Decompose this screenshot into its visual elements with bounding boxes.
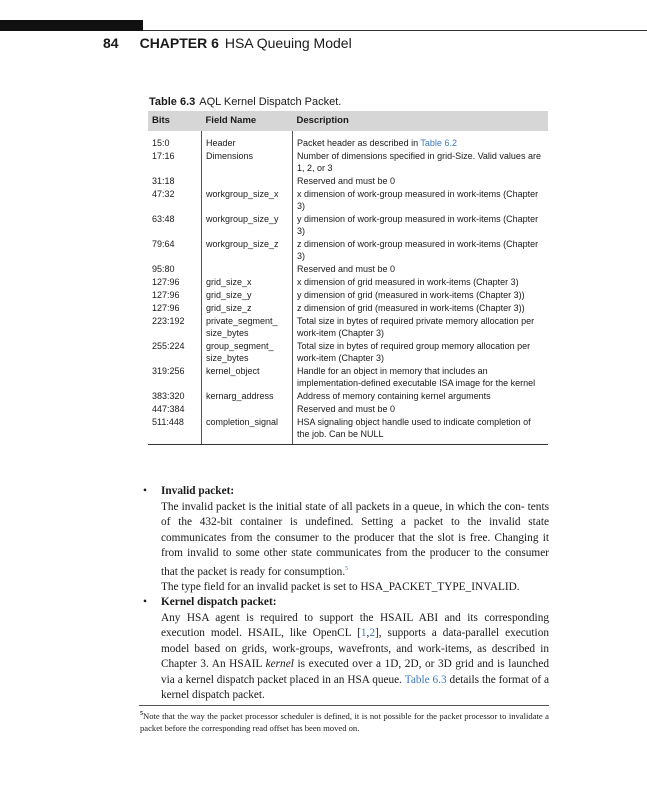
cell-bits: 127:96 (148, 289, 202, 302)
cell-field-name: workgroup_size_x (202, 188, 293, 213)
cell-bits: 31:18 (148, 175, 202, 188)
cell-field-name: Header (202, 131, 293, 150)
cell-field-name: Dimensions (202, 150, 293, 175)
header-black-bar (0, 20, 143, 31)
cell-bits: 47:32 (148, 188, 202, 213)
cell-bits: 63:48 (148, 213, 202, 238)
cell-bits: 319:256 (148, 365, 202, 390)
table-row (148, 238, 548, 263)
table-row (148, 340, 548, 365)
invalid-packet-heading: Invalid packet: (161, 485, 235, 497)
footnote (140, 708, 549, 734)
footnote-ref[interactable]: 5 (345, 565, 349, 572)
cell-description: Reserved and must be 0 (297, 264, 396, 274)
running-header (103, 35, 352, 51)
cell-bits: 255:224 (148, 340, 202, 365)
cell-bits: 127:96 (148, 276, 202, 289)
cell-field-name: grid_size_z (202, 302, 293, 315)
chapter-title: HSA Queuing Model (224, 35, 352, 51)
table-row (148, 188, 548, 213)
chapter-label: CHAPTER 6 (139, 35, 219, 51)
cell-description: z dimension of grid (measured in work-items (Chapter 3)) (297, 303, 525, 313)
table-row (148, 365, 548, 390)
cell-description: Number of dimensions specified in grid-Size. Valid values are 1, 2, or 3 (297, 151, 541, 173)
cell-description: HSA signaling object handle used to indicate completion of the job. Can be NULL (293, 416, 549, 445)
table-caption-text: AQL Kernel Dispatch Packet. (199, 96, 342, 108)
bullet: • (143, 485, 147, 497)
table-ref-link[interactable]: Table 6.3 (404, 673, 447, 686)
cell-description: x dimension of grid measured in work-items (Chapter 3) (297, 277, 519, 287)
kernel-dispatch-paragraph: Any HSA agent is required to support the HSAIL ABI and its corresponding execution model. HSAIL, like OpenCL [1,2], supports a data-parallel execution model based on grids, work-groups, wavefronts, and work-items, as described in Chapter 3. An HSAIL kernel is executed over a 1D, 2D, or 3D grid and is launched via a kernel dispatch packet placed in an HSA queue. Table 6.3 details the format of a kernel dispatch packet. (161, 611, 549, 702)
cell-bits: 223:192 (148, 315, 202, 340)
kernel-dispatch-heading: Kernel dispatch packet: (161, 596, 277, 609)
cell-description: x dimension of work-group measured in work-items (Chapter 3) (297, 189, 539, 211)
table-row (148, 416, 548, 445)
table-body (148, 131, 548, 445)
cell-description: Handle for an object in memory that includes an implementation-defined executable ISA image for the kernel (297, 366, 536, 388)
cell-description: Total size in bytes of required group memory allocation per work-item (Chapter 3) (297, 341, 531, 363)
cell-bits: 79:64 (148, 238, 202, 263)
table-header-row (148, 111, 548, 131)
aql-kernel-dispatch-table (148, 111, 548, 445)
column-header-description: Description (293, 111, 549, 131)
table-row (148, 315, 548, 340)
body-text (140, 484, 549, 704)
invalid-packet-paragraph: The invalid packet is the initial state of all packets in a queue, in which the con- tents of the 432-bit container is undefined. Setting a packet to the invalid state communicates from the consumer to the producer that the slot is free. Changing it from invalid to some other state communicates from the producer to the consumer that the packet is ready for consumption.$^5$ (161, 500, 549, 578)
table-row (148, 131, 548, 150)
table-caption-label: Table 6.3 (149, 96, 196, 108)
cell-field-name: kernarg_address (202, 390, 293, 403)
bullet: • (143, 596, 147, 609)
cell-bits: 17:16 (148, 150, 202, 175)
citation-link-2[interactable]: 2 (369, 627, 376, 640)
cell-field-name: grid_size_y (202, 289, 293, 302)
cell-bits: 15:0 (148, 131, 202, 150)
footnote-text: Note that the way the packet processor scheduler is defined, it is not possible for the packet processor to invalidate a packet before the corresponding read offset has been moved on. (140, 710, 549, 733)
cell-field-name (202, 403, 293, 416)
cell-bits: 511:448 (148, 416, 202, 445)
cell-field-name (202, 175, 293, 188)
kernel-term: kernel (265, 658, 294, 671)
column-header-field-name: Field Name (202, 111, 293, 131)
cell-description: Reserved and must be 0 (297, 176, 396, 186)
cell-field-name: grid_size_x (202, 276, 293, 289)
table-row (148, 390, 548, 403)
footnote-number: 5 (140, 711, 143, 717)
footnote-rule (139, 705, 549, 706)
table-row (148, 150, 548, 175)
cell-bits: 447:384 (148, 403, 202, 416)
cell-bits: 95:80 (148, 263, 202, 276)
cell-description: z dimension of work-group measured in work-items (Chapter 3) (297, 239, 539, 261)
table-ref-link[interactable]: Table 6.2 (420, 138, 457, 148)
list-item-invalid-packet (140, 484, 549, 595)
list-item-kernel-dispatch-packet (140, 595, 549, 704)
cell-field-name: workgroup_size_y (202, 213, 293, 238)
cell-field-name: completion_signal (202, 416, 293, 445)
citation-link-1[interactable]: 1 (360, 627, 367, 640)
cell-description: Total size in bytes of required private memory allocation per work-item (Chapter 3) (297, 316, 535, 338)
cell-bits: 127:96 (148, 302, 202, 315)
cell-field-name (202, 263, 293, 276)
cell-field-name: private_segment_ size_bytes (202, 315, 293, 340)
cell-bits: 383:320 (148, 390, 202, 403)
table-row (148, 302, 548, 315)
cell-description: y dimension of work-group measured in work-items (Chapter 3) (297, 214, 539, 236)
column-header-bits: Bits (148, 111, 202, 131)
table-row (148, 263, 548, 276)
header-rule (143, 30, 647, 31)
invalid-packet-type-line: The type field for an invalid packet is set to HSA_PACKET_TYPE_INVALID. (161, 580, 520, 593)
page-number: 84 (103, 35, 119, 51)
table-row (148, 403, 548, 416)
cell-field-name: kernel_object (202, 365, 293, 390)
cell-description: Packet header as described in Table 6.2 (297, 138, 457, 148)
table-caption (149, 96, 341, 108)
cell-description: y dimension of grid (measured in work-items (Chapter 3)) (297, 290, 525, 300)
cell-field-name: group_segment_ size_bytes (202, 340, 293, 365)
cell-field-name: workgroup_size_z (202, 238, 293, 263)
cell-description: Reserved and must be 0 (297, 404, 396, 414)
table-row (148, 213, 548, 238)
table-row (148, 175, 548, 188)
table-row (148, 289, 548, 302)
cell-description: Address of memory containing kernel arguments (297, 391, 491, 401)
table-row (148, 276, 548, 289)
